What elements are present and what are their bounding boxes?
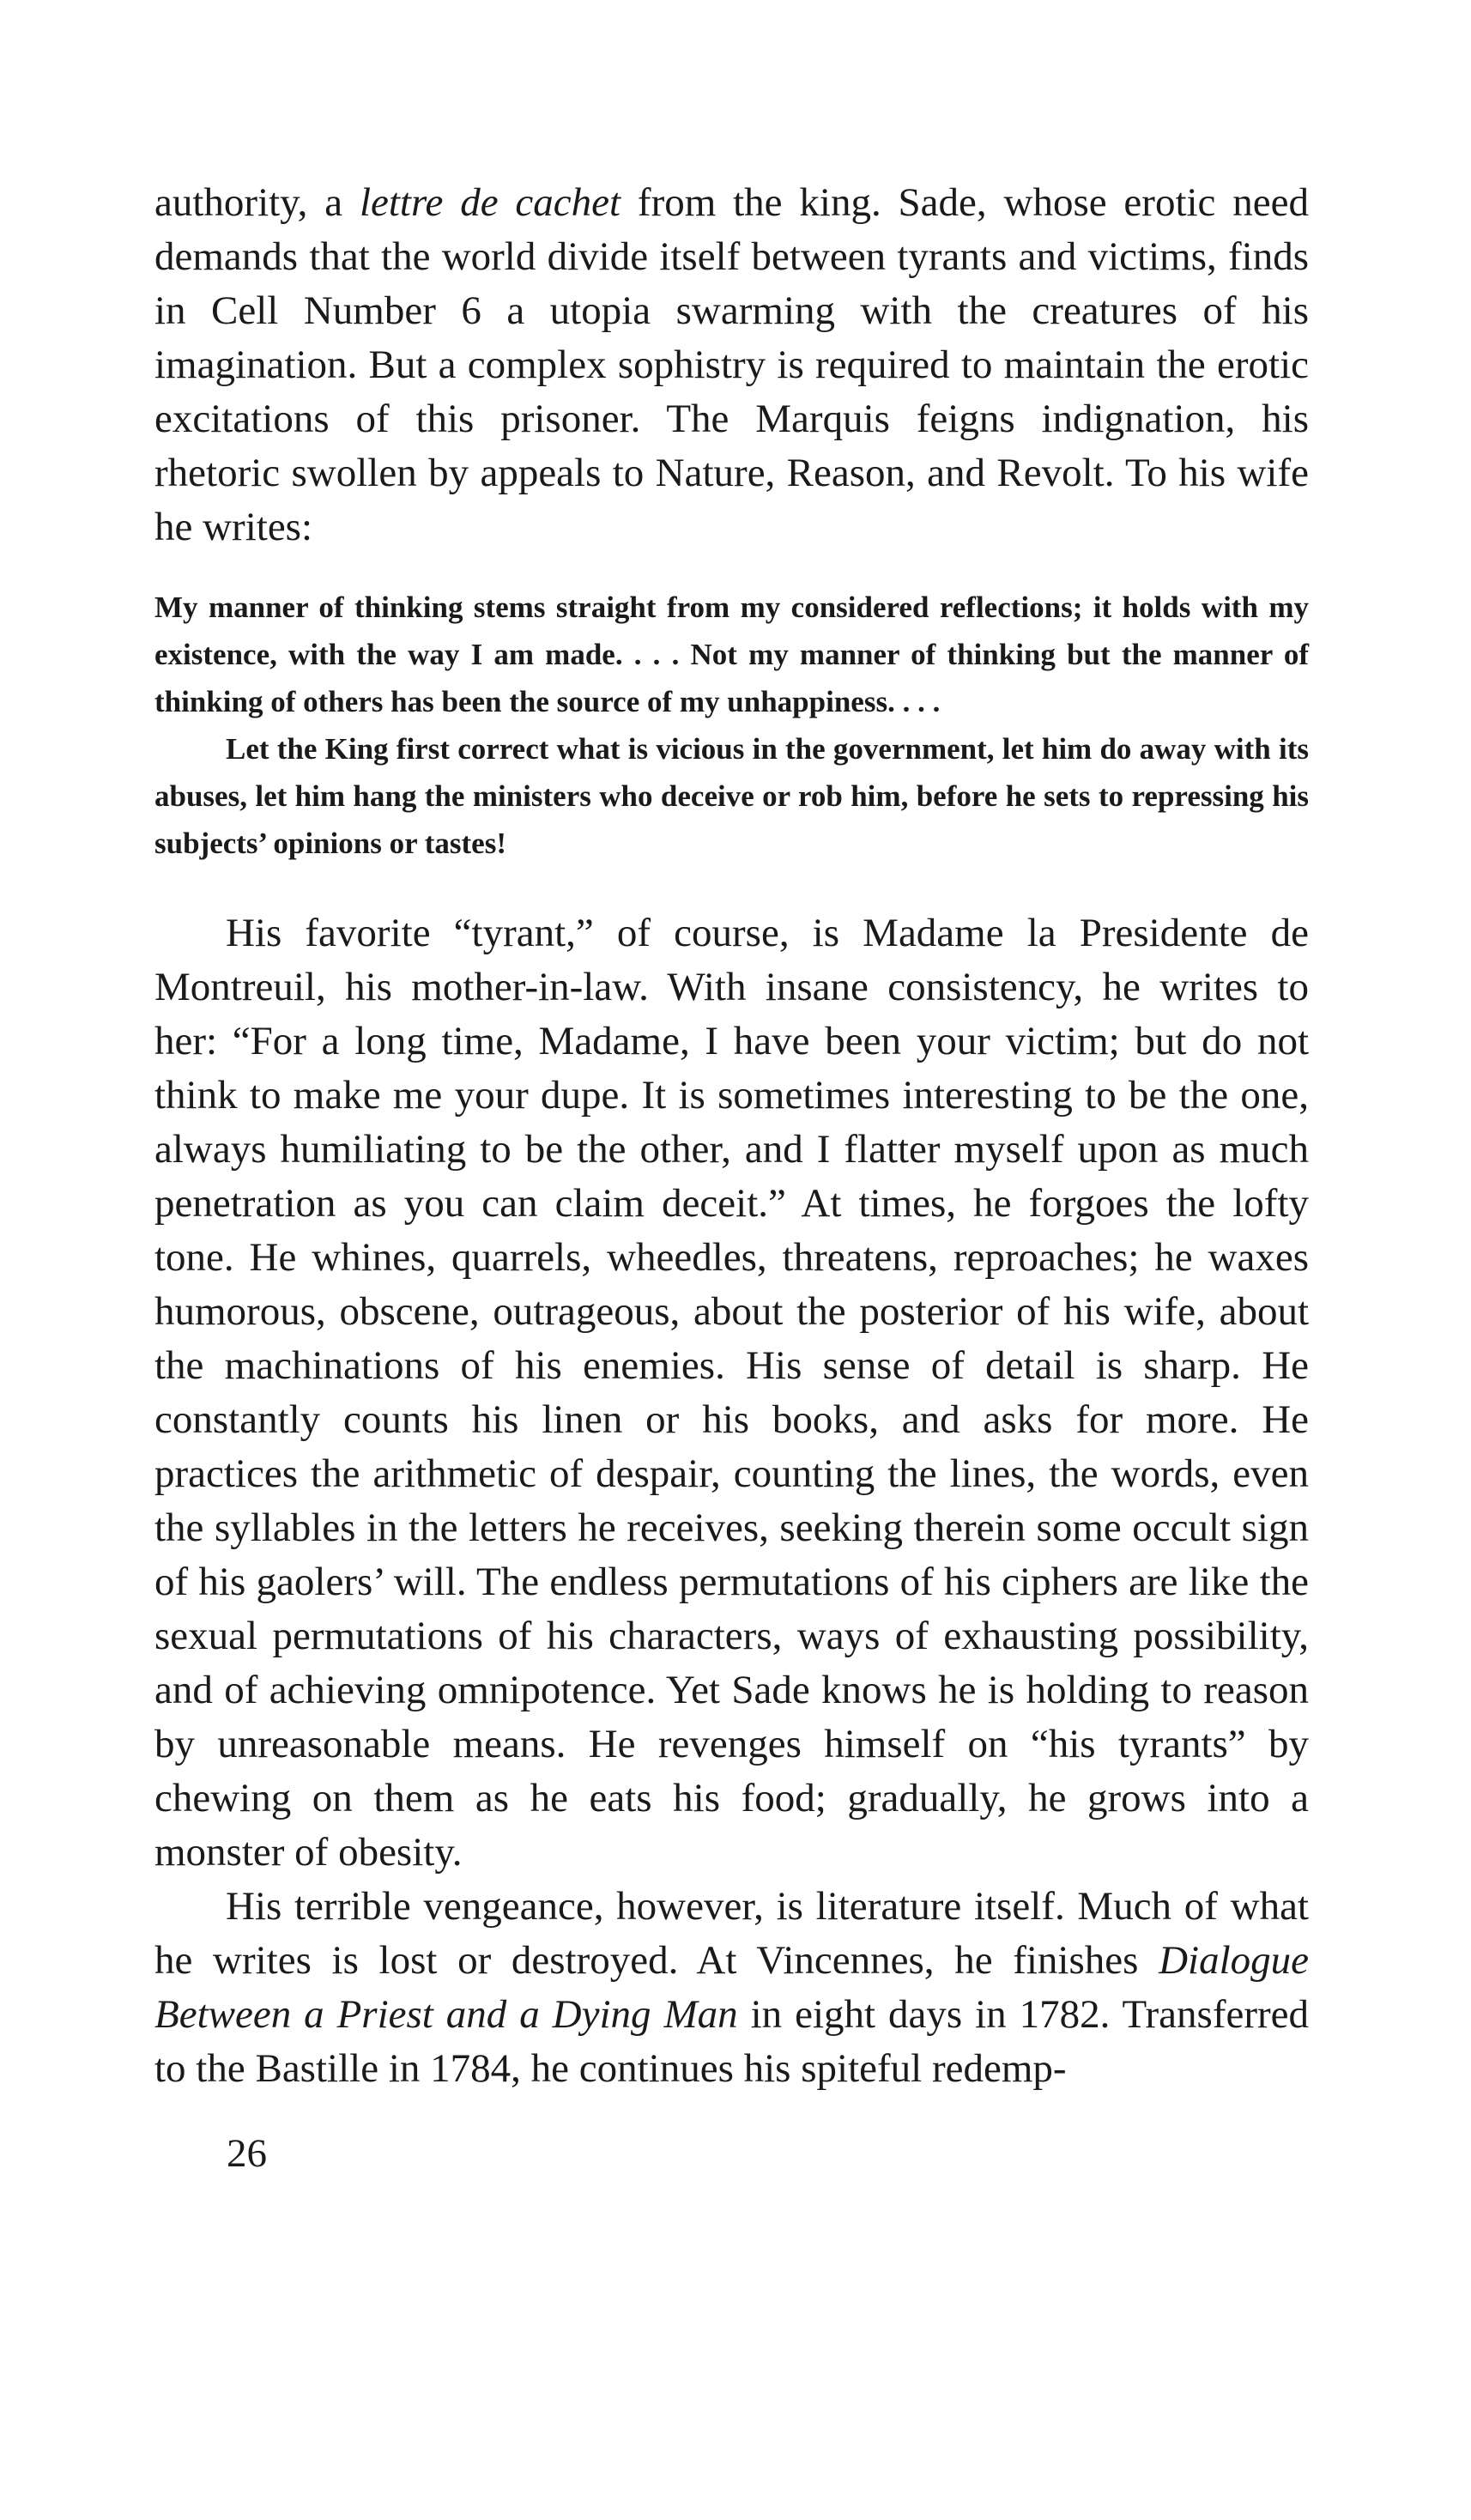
paragraph-3-italic-title: Dialogue Between a Priest and a Dying Man: [154, 1938, 1309, 2037]
page-number: 26: [227, 2131, 267, 2176]
paragraph-2: His favorite “tyrant,” of course, is Madame la Presidente de Montreuil, his mother-in-law. With insane consistency, he writes to her: “For a long time, Madame, I have been your victim; but do not think to make me your dupe. It is sometimes interesting to be the one, always humiliating to be the other, and I flatter myself upon as much penetration as you can claim deceit.” At times, he forgoes the lofty tone. He whines, quarrels, wheedles, threatens, reproaches; he waxes humorous, obscene, outrageous, about the posterior of his wife, about the machinations of his enemies. His sense of detail is sharp. He constantly counts his linen or his books, and asks for more. He practices the arithmetic of despair, counting the lines, the words, even the syllables in the letters he receives, seeking therein some occult sign of his gaolers’ will. The endless permutations of his ciphers are like the sexual permutations of his characters, ways of exhausting possibility, and of achieving omnipotence. Yet Sade knows he is holding to reason by unreasonable means. He revenges himself on “his tyrants” by chewing on them as he eats his food; gradually, he grows into a monster of obesity.: [154, 911, 1309, 1875]
paragraph-1: [154, 176, 1309, 554]
block-quote: [154, 584, 1309, 867]
paragraph-3: [154, 1880, 1309, 2096]
block-quote-paragraph-1: My manner of thinking stems straight from my considered reflections; it holds with my existence, with the way I am made. . . . Not my manner of thinking but the manner of thinking of others has been the source of my unhappiness. . . .: [154, 591, 1309, 718]
block-quote-paragraph-2: Let the King first correct what is vicious in the government, let him do away with its abuses, let him hang the ministers who deceive or rob him, before he sets to repressing his subjects’ opinions or tastes!: [154, 732, 1309, 860]
paragraph-1-text-b: from the king. Sade, whose erotic need demands that the world divide itself between tyrants and victims, finds in Cell Number 6 a utopia swarming with the creatures of his imagination. But a complex sophistry is required to maintain the erotic excitations of this prisoner. The Marquis feigns indignation, his rhetoric swollen by appeals to Nature, Reason, and Revolt. To his wife he writes:: [154, 180, 1309, 549]
paragraph-3-text-a: His terrible vengeance, however, is literature itself. Much of what he writes is lost or destroyed. At Vincennes, he finishes: [154, 1884, 1309, 1983]
paragraph-3-text-b: in eight days in 1782. Transferred to the Bastille in 1784, he continues his spiteful redemp-: [154, 1992, 1310, 2091]
paragraph-1-text-a: authority, a: [154, 180, 360, 225]
page-body: [154, 176, 1309, 2096]
paragraph-1-italic-title: lettre de cachet: [359, 180, 621, 225]
